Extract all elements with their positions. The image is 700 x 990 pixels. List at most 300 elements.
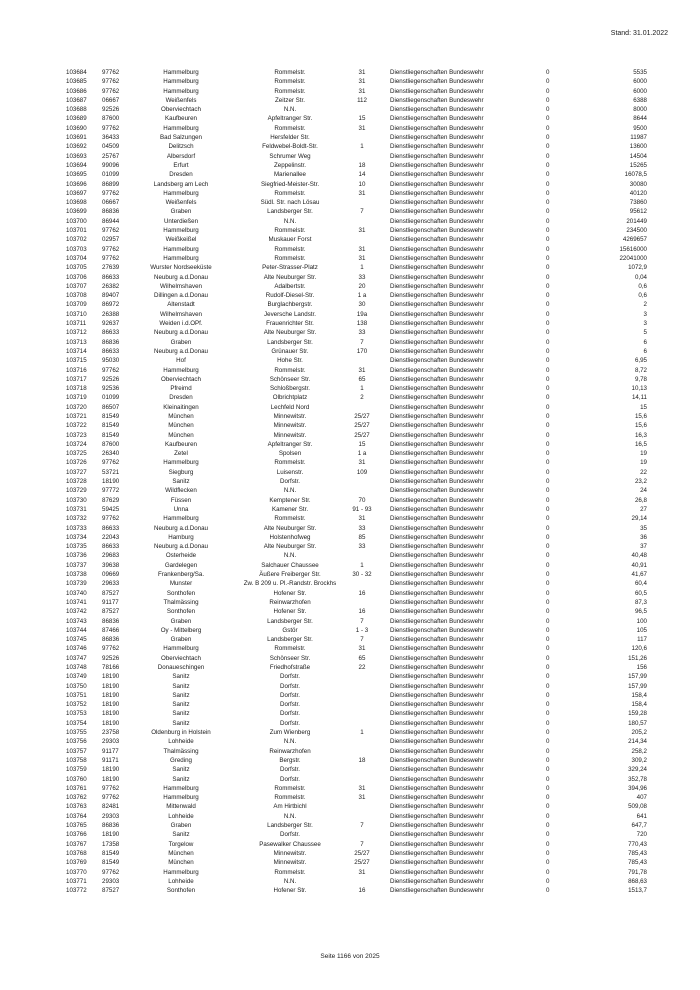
street-cell: Hohe Str. [277,357,303,365]
row-id-cell: 103752 [66,701,87,709]
table-row [66,421,656,430]
postal-code-cell: 29683 [102,552,120,560]
postal-code-cell: 95030 [102,357,120,365]
zero-value-cell: 0 [546,701,550,709]
city-cell: Landsberg am Lech [153,180,209,188]
house-number-cell: 7 [360,617,364,625]
area-value-cell: 37 [640,543,647,551]
table-row [66,449,656,458]
street-cell: Dorfstr. [280,710,300,718]
row-id-cell: 103740 [66,589,87,597]
row-id-cell: 103700 [66,217,87,225]
usage-type-cell: Dienstliegenschaften Bundeswehr [390,329,484,337]
usage-type-cell: Dienstliegenschaften Bundeswehr [390,264,484,272]
area-value-cell: 15616000 [619,245,647,253]
street-cell: Schloßbergstr. [270,385,310,393]
zero-value-cell: 0 [546,282,550,290]
street-cell: Dorfstr. [280,719,300,727]
house-number-cell: 138 [356,320,368,328]
city-cell: Oberviechtach [161,654,201,662]
zero-value-cell: 0 [546,580,550,588]
usage-type-cell: Dienstliegenschaften Bundeswehr [390,236,484,244]
postal-code-cell: 29633 [102,580,120,588]
city-cell: Oberviechtach [161,375,201,383]
usage-type-cell: Dienstliegenschaften Bundeswehr [390,459,484,467]
row-id-cell: 103684 [66,69,87,76]
usage-type-cell: Dienstliegenschaften Bundeswehr [390,561,484,569]
house-number-cell: 1 [360,143,364,151]
zero-value-cell: 0 [546,682,550,690]
area-value-cell: 407 [636,794,647,802]
table-row [66,840,656,849]
street-cell: Rommelstr. [274,515,306,523]
city-cell: Dresden [169,171,193,179]
usage-type-cell: Dienstliegenschaften Bundeswehr [390,450,484,458]
row-id-cell: 103764 [66,812,87,820]
usage-type-cell: Dienstliegenschaften Bundeswehr [390,161,484,169]
table-row [66,152,656,161]
house-number-cell: 31 [358,227,366,235]
postal-code-cell: 92536 [102,385,120,393]
house-number-cell: 1 [360,385,364,393]
postal-code-cell: 26340 [102,450,120,458]
house-number-cell: 31 [358,124,366,132]
usage-type-cell: Dienstliegenschaften Bundeswehr [390,636,484,644]
house-number-cell: 7 [360,208,364,216]
usage-type-cell: Dienstliegenschaften Bundeswehr [390,478,484,486]
table-row [66,700,656,709]
postal-code-cell: 86633 [102,543,120,551]
zero-value-cell: 0 [546,161,550,169]
street-cell: Schönseer Str. [269,375,311,383]
zero-value-cell: 0 [546,366,550,374]
zero-value-cell: 0 [546,645,550,653]
area-value-cell: 30080 [629,180,647,188]
area-value-cell: 9,78 [634,375,647,383]
postal-code-cell: 22043 [102,533,120,541]
street-cell: Rommelstr. [274,868,306,876]
usage-type-cell: Dienstliegenschaften Bundeswehr [390,87,484,95]
street-cell: Rommelstr. [274,254,306,262]
postal-code-cell: 18190 [102,478,120,486]
zero-value-cell: 0 [546,227,550,235]
zero-value-cell: 0 [546,171,550,179]
zero-value-cell: 0 [546,756,550,764]
city-cell: Neuburg a.d.Donau [153,273,208,281]
usage-type-cell: Dienstliegenschaften Bundeswehr [390,208,484,216]
usage-type-cell: Dienstliegenschaften Bundeswehr [390,664,484,671]
house-number-cell: 1 a [357,450,367,458]
postal-code-cell: 86836 [102,636,120,644]
house-number-cell: 31 [358,69,366,76]
zero-value-cell: 0 [546,422,550,430]
table-row [66,505,656,514]
row-id-cell: 103747 [66,654,87,662]
usage-type-cell: Dienstliegenschaften Bundeswehr [390,794,484,802]
zero-value-cell: 0 [546,124,550,132]
row-id-cell: 103728 [66,478,87,486]
table-row [66,551,656,560]
city-cell: Lohheide [168,812,194,820]
city-cell: Graben [170,636,192,644]
house-number-cell: 31 [358,459,366,467]
postal-code-cell: 87466 [102,626,120,634]
area-value-cell: 258,2 [631,747,647,755]
street-cell: Schönseer Str. [269,654,311,662]
usage-type-cell: Dienstliegenschaften Bundeswehr [390,106,484,114]
house-number-cell: 7 [360,840,364,848]
postal-code-cell: 92526 [102,375,120,383]
area-value-cell: 0,6 [638,292,647,300]
postal-code-cell: 86972 [102,301,120,309]
postal-code-cell: 53721 [102,468,120,476]
street-cell: Gstör [282,626,298,634]
house-number-cell: 16 [358,608,366,616]
area-value-cell: 14504 [629,152,647,160]
postal-code-cell: 09669 [102,571,120,579]
city-cell: Weißenfels [165,96,197,104]
zero-value-cell: 0 [546,673,550,681]
street-cell: Holstenhofweg [269,533,311,541]
zero-value-cell: 0 [546,626,550,634]
street-cell: Muskauer Forst [268,236,312,244]
postal-code-cell: 97762 [102,645,120,653]
table-row [66,793,656,802]
row-id-cell: 103694 [66,161,87,169]
city-cell: Neuburg a.d.Donau [153,329,208,337]
city-cell: Hof [176,357,186,365]
zero-value-cell: 0 [546,357,550,365]
area-value-cell: 205,2 [631,729,647,737]
postal-code-cell: 97762 [102,124,120,132]
usage-type-cell: Dienstliegenschaften Bundeswehr [390,822,484,830]
usage-type-cell: Dienstliegenschaften Bundeswehr [390,217,484,225]
city-cell: München [168,431,194,439]
row-id-cell: 103761 [66,784,87,792]
table-row [66,124,656,133]
zero-value-cell: 0 [546,273,550,281]
row-id-cell: 103719 [66,394,87,402]
usage-type-cell: Dienstliegenschaften Bundeswehr [390,533,484,541]
row-id-cell: 103703 [66,245,87,253]
row-id-cell: 103772 [66,887,87,895]
city-cell: Siegburg [168,468,194,476]
table-row [66,384,656,393]
city-cell: Wilhelmshaven [160,310,202,318]
zero-value-cell: 0 [546,654,550,662]
postal-code-cell: 18190 [102,719,120,727]
table-row [66,737,656,746]
house-number-cell: 25/27 [354,412,370,420]
area-value-cell: 352,78 [628,775,647,783]
row-id-cell: 103701 [66,227,87,235]
row-id-cell: 103769 [66,859,87,867]
street-cell: Marienallee [274,171,306,179]
postal-code-cell: 87527 [102,608,120,616]
usage-type-cell: Dienstliegenschaften Bundeswehr [390,357,484,365]
street-cell: Zw. B 209 u. Pl.-Randstr. Brockhs [243,580,337,588]
city-cell: Erfurt [173,161,189,169]
street-cell: Äußere Freiberger Str. [259,571,321,579]
postal-code-cell: 86633 [102,524,120,532]
row-id-cell: 103698 [66,199,87,207]
postal-code-cell: 27639 [102,264,120,272]
table-row [66,486,656,495]
table-row [66,626,656,635]
usage-type-cell: Dienstliegenschaften Bundeswehr [390,143,484,151]
usage-type-cell: Dienstliegenschaften Bundeswehr [390,719,484,727]
city-cell: Neuburg a.d.Donau [153,347,208,355]
zero-value-cell: 0 [546,375,550,383]
usage-type-cell: Dienstliegenschaften Bundeswehr [390,729,484,737]
postal-code-cell: 97762 [102,227,120,235]
row-id-cell: 103689 [66,115,87,123]
table-row [66,728,656,737]
postal-code-cell: 18190 [102,673,120,681]
zero-value-cell: 0 [546,496,550,504]
city-cell: Weißkeißel [165,236,197,244]
city-cell: Hammelburg [163,87,199,95]
postal-code-cell: 86633 [102,347,120,355]
table-row [66,403,656,412]
postal-code-cell: 97772 [102,487,120,495]
postal-code-cell: 86507 [102,403,120,411]
table-row [66,105,656,114]
table-row [66,756,656,765]
usage-type-cell: Dienstliegenschaften Bundeswehr [390,887,484,895]
usage-type-cell: Dienstliegenschaften Bundeswehr [390,385,484,393]
area-value-cell: 40,91 [631,561,647,569]
zero-value-cell: 0 [546,849,550,857]
row-id-cell: 103751 [66,691,87,699]
zero-value-cell: 0 [546,106,550,114]
house-number-cell: 1 a [357,292,367,300]
row-id-cell: 103744 [66,626,87,634]
row-id-cell: 103713 [66,338,87,346]
zero-value-cell: 0 [546,134,550,142]
city-cell: Weiden i.d.OPf. [159,320,203,328]
zero-value-cell: 0 [546,738,550,746]
usage-type-cell: Dienstliegenschaften Bundeswehr [390,626,484,634]
area-value-cell: 720 [636,831,647,839]
area-value-cell: 6000 [633,87,647,95]
usage-type-cell: Dienstliegenschaften Bundeswehr [390,273,484,281]
row-id-cell: 103723 [66,431,87,439]
table-row [66,747,656,756]
row-id-cell: 103686 [66,87,87,95]
street-cell: Am Hirtbichl [273,803,307,811]
street-cell: Frauenrichter Str. [266,320,314,328]
usage-type-cell: Dienstliegenschaften Bundeswehr [390,115,484,123]
city-cell: Neuburg a.d.Donau [153,524,208,532]
street-cell: Grünauer Str. [271,347,309,355]
area-value-cell: 19 [640,450,647,458]
usage-type-cell: Dienstliegenschaften Bundeswehr [390,78,484,86]
street-cell: Dorfstr. [280,701,300,709]
zero-value-cell: 0 [546,143,550,151]
area-value-cell: 60,5 [634,589,647,597]
city-cell: Dillingen a.d.Donau [153,292,208,300]
zero-value-cell: 0 [546,403,550,411]
house-number-cell: 15 [358,440,366,448]
street-cell: Minnewitstr. [273,412,307,420]
area-value-cell: 1072,9 [628,264,647,272]
city-cell: Sanitz [172,775,190,783]
usage-type-cell: Dienstliegenschaften Bundeswehr [390,775,484,783]
city-cell: Hammelburg [163,645,199,653]
row-id-cell: 103693 [66,152,87,160]
city-cell: Mittenwald [166,803,196,811]
area-value-cell: 41,67 [631,571,647,579]
table-row [66,226,656,235]
area-value-cell: 1513,7 [628,887,647,895]
row-id-cell: 103696 [66,180,87,188]
house-number-cell: 16 [358,589,366,597]
house-number-cell: 31 [358,366,366,374]
street-cell: Landsberger Str. [267,617,313,625]
zero-value-cell: 0 [546,310,550,318]
house-number-cell: 10 [358,180,366,188]
postal-code-cell: 81549 [102,859,120,867]
area-value-cell: 0,6 [638,282,647,290]
house-number-cell: 19a [356,310,368,318]
street-cell: Rommelstr. [274,78,306,86]
city-cell: Sanitz [172,682,190,690]
area-value-cell: 157,99 [628,673,647,681]
area-value-cell: 329,24 [628,766,647,774]
postal-code-cell: 25767 [102,152,120,160]
house-number-cell: 1 - 3 [355,626,369,634]
postal-code-cell: 39638 [102,561,120,569]
street-cell: N.N. [283,877,297,885]
zero-value-cell: 0 [546,264,550,272]
area-value-cell: 6,95 [634,357,647,365]
postal-code-cell: 18190 [102,701,120,709]
street-cell: Reinwarzhofen [269,598,311,606]
postal-code-cell: 91177 [102,747,119,755]
row-id-cell: 103714 [66,347,87,355]
city-cell: Hammelburg [163,227,199,235]
table-row [66,709,656,718]
row-id-cell: 103729 [66,487,87,495]
area-value-cell: 15,6 [634,412,647,420]
house-number-cell: 31 [358,868,366,876]
city-cell: Hammelburg [163,794,199,802]
zero-value-cell: 0 [546,468,550,476]
postal-code-cell: 26382 [102,282,120,290]
area-value-cell: 36 [640,533,647,541]
area-value-cell: 0,04 [634,273,647,281]
usage-type-cell: Dienstliegenschaften Bundeswehr [390,747,484,755]
area-value-cell: 641 [636,812,647,820]
house-number-cell: 25/27 [354,422,370,430]
row-id-cell: 103750 [66,682,87,690]
postal-code-cell: 06667 [102,199,120,207]
house-number-cell: 25/27 [354,849,370,857]
area-value-cell: 791,78 [628,868,647,876]
postal-code-cell: 81549 [102,422,120,430]
zero-value-cell: 0 [546,385,550,393]
usage-type-cell: Dienstliegenschaften Bundeswehr [390,803,484,811]
area-value-cell: 785,43 [628,849,647,857]
table-row [66,198,656,207]
area-value-cell: 11987 [630,134,647,142]
area-value-cell: 14,11 [631,394,647,402]
street-cell: Rommelstr. [274,189,306,197]
street-cell: Südl. Str. nach Lösau [260,199,320,207]
street-cell: Reinwarzhofen [269,747,311,755]
area-value-cell: 8000 [633,106,647,114]
area-value-cell: 40,48 [631,552,647,560]
usage-type-cell: Dienstliegenschaften Bundeswehr [390,673,484,681]
postal-code-cell: 26388 [102,310,120,318]
street-cell: Dorfstr. [280,478,300,486]
postal-code-cell: 97762 [102,78,120,86]
row-id-cell: 103767 [66,840,87,848]
table-row [66,533,656,542]
street-cell: Kemptener Str. [269,496,311,504]
usage-type-cell: Dienstliegenschaften Bundeswehr [390,440,484,448]
postal-code-cell: 97762 [102,794,120,802]
row-id-cell: 103745 [66,636,87,644]
city-cell: Altenstadt [167,301,195,309]
city-cell: Hammelburg [163,124,199,132]
house-number-cell: 7 [360,636,364,644]
city-cell: Sanitz [172,766,190,774]
table-row [66,77,656,86]
city-cell: Füssen [170,496,192,504]
street-cell: Rommelstr. [274,784,306,792]
zero-value-cell: 0 [546,505,550,513]
row-id-cell: 103763 [66,803,87,811]
city-cell: München [168,859,194,867]
city-cell: Hammelburg [163,189,199,197]
table-row [66,849,656,858]
postal-code-cell: 18190 [102,682,120,690]
usage-type-cell: Dienstliegenschaften Bundeswehr [390,580,484,588]
usage-type-cell: Dienstliegenschaften Bundeswehr [390,282,484,290]
zero-value-cell: 0 [546,710,550,718]
row-id-cell: 103757 [66,747,87,755]
usage-type-cell: Dienstliegenschaften Bundeswehr [390,468,484,476]
table-row [66,347,656,356]
table-row [66,821,656,830]
row-id-cell: 103690 [66,124,87,132]
table-row [66,812,656,821]
area-value-cell: 13600 [629,143,647,151]
city-cell: München [168,422,194,430]
row-id-cell: 103709 [66,301,87,309]
table-row [66,514,656,523]
row-id-cell: 103724 [66,440,87,448]
table-row [66,310,656,319]
area-value-cell: 2 [643,301,647,309]
table-row [66,542,656,551]
house-number-cell: 2 [360,394,364,402]
postal-code-cell: 97762 [102,784,120,792]
table-row [66,570,656,579]
table-row [66,858,656,867]
row-id-cell: 103756 [66,738,87,746]
table-row [66,496,656,505]
row-id-cell: 103688 [66,106,87,114]
area-value-cell: 26,8 [634,496,647,504]
postal-code-cell: 86633 [102,329,120,337]
usage-type-cell: Dienstliegenschaften Bundeswehr [390,431,484,439]
row-id-cell: 103738 [66,571,87,579]
street-cell: Rommelstr. [274,69,306,76]
postal-code-cell: 17358 [102,840,120,848]
